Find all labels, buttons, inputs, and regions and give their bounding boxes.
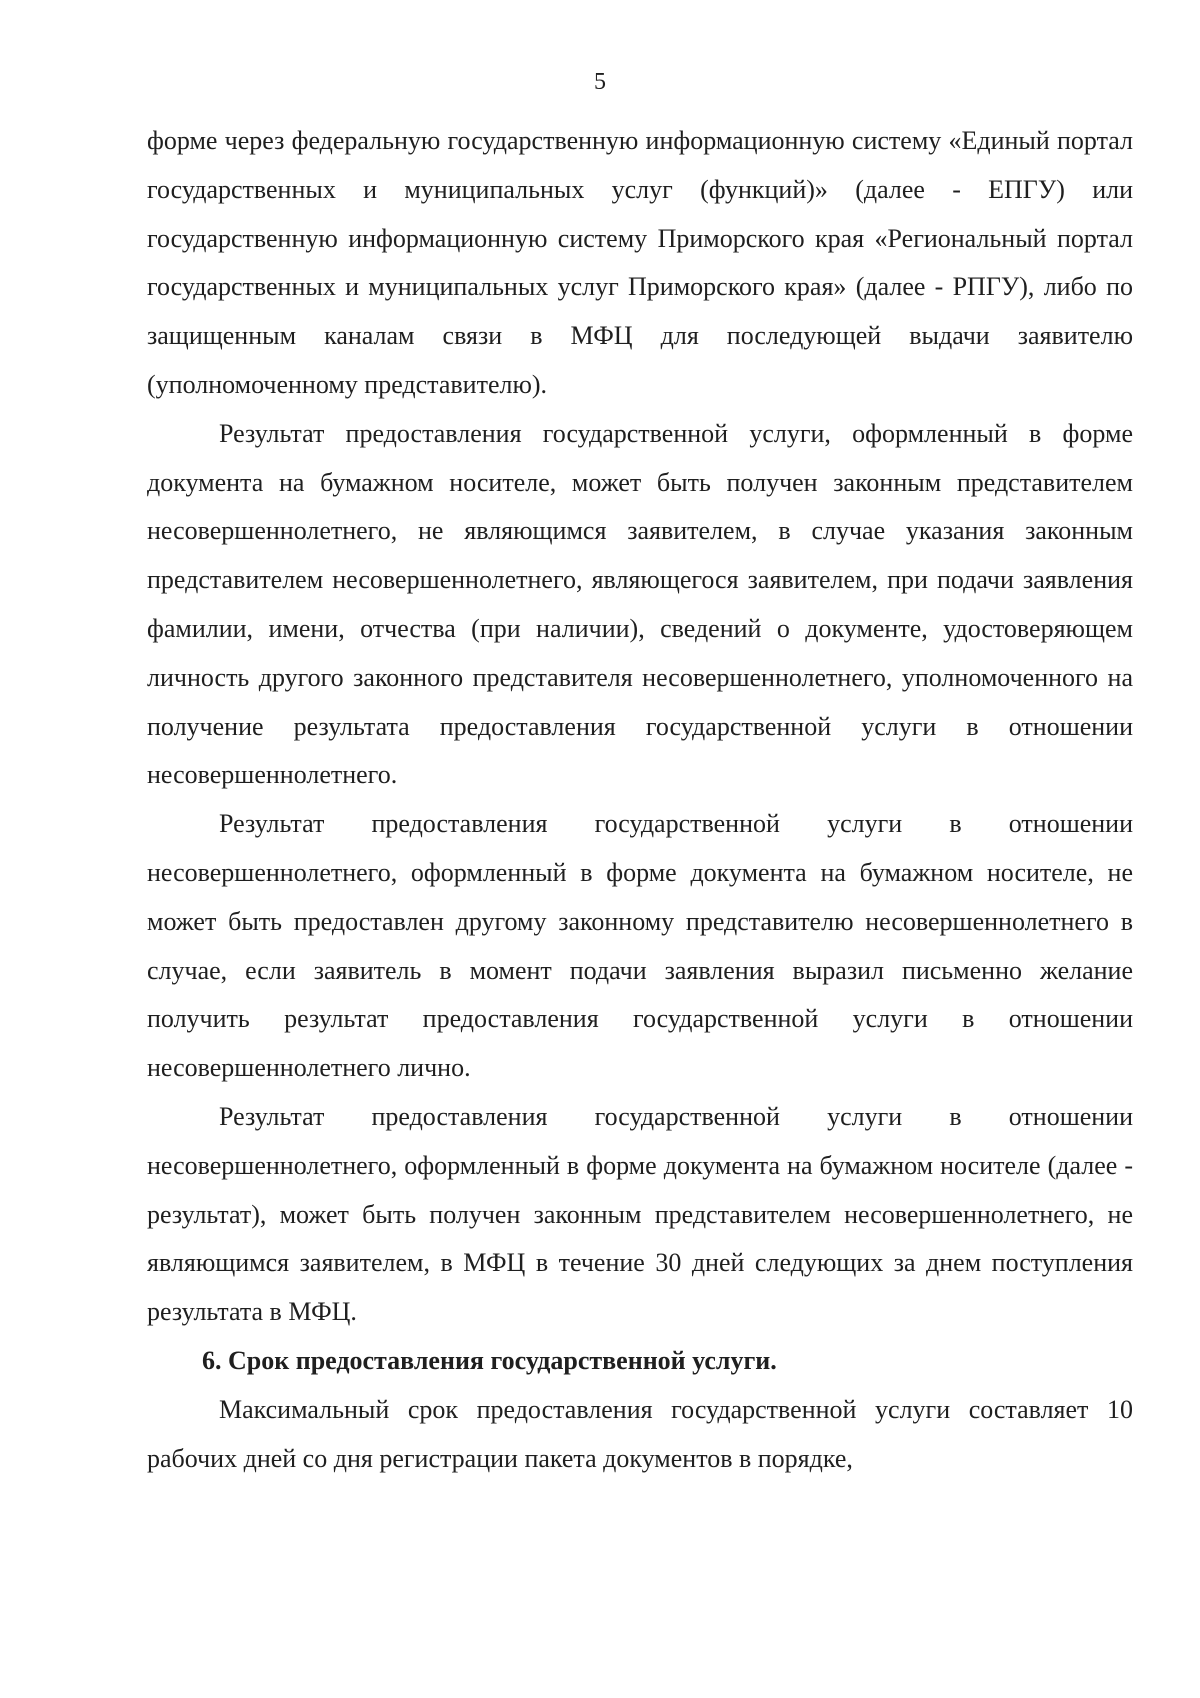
- paragraph-result-legal-representative: Результат предоставления государственной услуги, оформленный в форме документа на бумажном носителе, может быть получен законным представителем несовершеннолетнего, не являющимся заявителем, в случае указания законным представителем несовершеннолетнего, являющегося заявителем, при подачи заявления фамилии, имени, отчества (при наличии), сведений о документе, удостоверяющем личность другого законного представителя несовершеннолетнего, уполномоченного на получение результата предоставления государственной услуги в отношении несовершеннолетнего.: [147, 418, 1133, 790]
- page-number: 5: [594, 69, 606, 95]
- paragraph-result-mfc: Результат предоставления государственной услуги в отношении несовершеннолетнего, оформленный в форме документа на бумажном носителе (далее - результат), может быть получен законным представителем несовершеннолетнего, не являющимся заявителем, в МФЦ в течение 30 дней следующих за днем поступления результата в МФЦ.: [147, 1101, 1133, 1327]
- paragraph-max-term: Максимальный срок предоставления государственной услуги составляет 10 рабочих дней со дня регистрации пакета документов в порядке,: [147, 1394, 1133, 1473]
- paragraph-continuation: форме через федеральную государственную информационную систему «Единый портал государственных и муниципальных услуг (функций)» (далее - ЕПГУ) или государственную информационную систему Приморского края «Региональный портал государственных и муниципальных услуг Приморского края» (далее - РПГУ), либо по защищенным каналам связи в МФЦ для последующей выдачи заявителю (уполномоченному представителю).: [147, 126, 1133, 399]
- section-heading: 6. Срок предоставления государственной услуги.: [202, 1345, 777, 1375]
- paragraph-result-not-provided: Результат предоставления государственной услуги в отношении несовершеннолетнего, оформленный в форме документа на бумажном носителе, не может быть предоставлен другому законному представителю несовершеннолетнего в случае, если заявитель в момент подачи заявления выразил письменно желание получить результат предоставления государственной услуги в отношении несовершеннолетнего лично.: [147, 809, 1133, 1083]
- document-body: [147, 117, 1133, 1483]
